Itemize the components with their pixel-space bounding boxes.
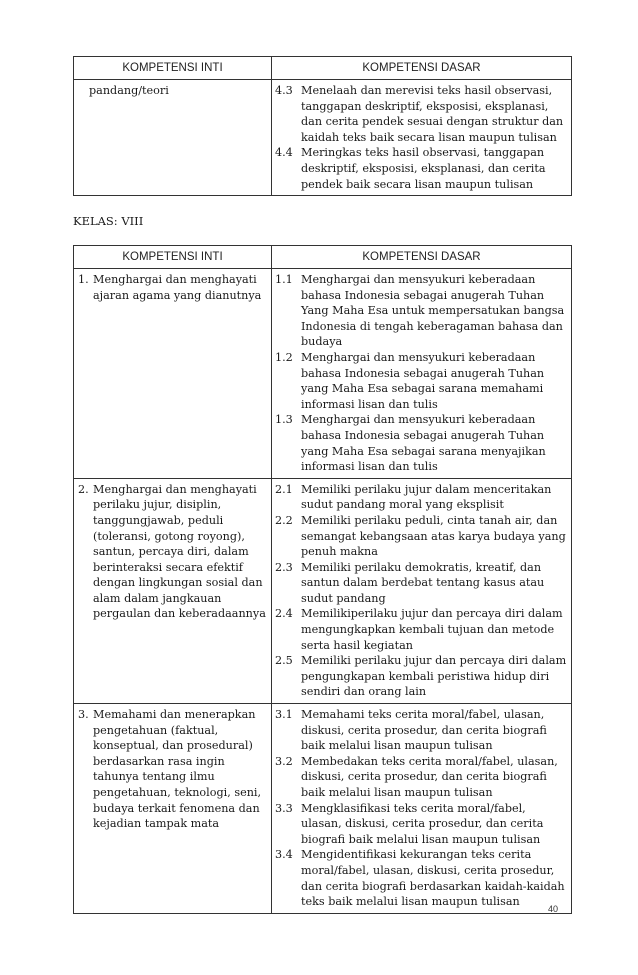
kd-item bbox=[275, 482, 567, 513]
kd-text: Memahami teks cerita moral/fabel, ulasan, diskusi, cerita prosedur, dan cerita biografi baik melalui lisan maupun tulisan bbox=[301, 708, 547, 753]
kd-item bbox=[275, 350, 567, 412]
kd-item bbox=[275, 272, 567, 350]
kd-item bbox=[275, 412, 567, 474]
header-kompetensi-dasar: KOMPETENSI DASAR bbox=[272, 246, 572, 269]
kd-item bbox=[275, 754, 567, 801]
class-label: KELAS: VIII bbox=[73, 214, 144, 228]
kd-number: 1.2 bbox=[275, 350, 293, 364]
kd-text: Memilikiperilaku jujur dan percaya diri dalam mengungkapkan kembali tujuan dan metode serta hasil kegiatan bbox=[301, 607, 563, 652]
kd-number: 2.5 bbox=[275, 654, 293, 668]
kd-text: Menelaah dan merevisi teks hasil observasi, tanggapan deskriptif, eksposisi, eksplanasi, dan cerita pendek sesuai dengan struktur dan kaidah teks baik secara lisan maupun tulisan bbox=[301, 84, 564, 144]
kd-cell bbox=[272, 704, 572, 914]
kd-number: 4.4 bbox=[275, 146, 293, 160]
ki-number: 2. bbox=[78, 482, 89, 496]
kd-item bbox=[275, 560, 567, 607]
table-row bbox=[74, 80, 572, 196]
kd-text: Memiliki perilaku jujur dalam menceritakan sudut pandang moral yang eksplisit bbox=[301, 482, 552, 512]
ki-text: pandang/teori bbox=[89, 84, 169, 97]
kd-number: 1.1 bbox=[275, 273, 293, 286]
kd-text: Memiliki perilaku demokratis, kreatif, dan santun dalam berdebat tentang kasus atau sudut pandang bbox=[301, 560, 545, 605]
ki-cell bbox=[74, 80, 272, 196]
ki-cell bbox=[74, 478, 272, 703]
kd-cell bbox=[272, 80, 572, 196]
kd-cell bbox=[272, 269, 572, 479]
kd-text: Menghargai dan mensyukuri keberadaan bahasa Indonesia sebagai anugerah Tuhan yang Maha Esa sebagai sarana menyajikan informasi lisan dan tulis bbox=[301, 413, 546, 474]
table-row bbox=[74, 478, 572, 703]
ki-number: 3. bbox=[78, 708, 89, 722]
kd-number: 1.3 bbox=[275, 413, 293, 427]
header-kompetensi-inti: KOMPETENSI INTI bbox=[74, 246, 272, 269]
kd-text: Menghargai dan mensyukuri keberadaan bahasa Indonesia sebagai anugerah Tuhan Yang Maha Esa untuk mempersatukan bangsa Indonesia di tengah keberagaman bahasa dan budaya bbox=[301, 273, 565, 349]
kd-item bbox=[275, 847, 567, 909]
kd-text: Membedakan teks cerita moral/fabel, ulasan, diskusi, cerita prosedur, dan cerita biografi baik melalui lisan maupun tulisan bbox=[301, 754, 558, 799]
kd-text: Memiliki perilaku jujur dan percaya diri dalam pengungkapan kembali peristiwa hidup diri sendiri dan orang lain bbox=[301, 654, 567, 699]
page-number: 40 bbox=[548, 904, 559, 914]
kd-item bbox=[275, 707, 567, 754]
table-header-row bbox=[74, 57, 572, 80]
kd-text: Menghargai dan mensyukuri keberadaan bahasa Indonesia sebagai anugerah Tuhan yang Maha Esa sebagai sarana memahami informasi lisan dan tulis bbox=[301, 350, 545, 411]
ki-text: Menghargai dan menghayati perilaku jujur, disiplin, tanggungjawab, peduli (toleransi, gotong royong), santun, percaya diri, dalam berinteraksi secara efektif dengan lingkungan sosial dan alam dalam jangkauan pergaulan dan keberadaannya bbox=[93, 482, 266, 621]
kd-text: Mengidentifikasi kekurangan teks cerita moral/fabel, ulasan, diskusi, cerita prosedur, dan cerita biografi berdasarkan kaidah-kaidah teks baik melalui lisan maupun tulisan bbox=[301, 848, 565, 909]
kd-number: 3.1 bbox=[275, 708, 293, 722]
kd-item bbox=[275, 83, 567, 145]
kd-text: Mengklasifikasi teks cerita moral/fabel, ulasan, diskusi, cerita prosedur, dan cerita biografi baik melalui lisan maupun tulisan bbox=[301, 801, 544, 846]
kd-number: 2.4 bbox=[275, 607, 293, 621]
competency-table-kelas-viii bbox=[73, 245, 572, 914]
ki-text: Memahami dan menerapkan pengetahuan (faktual, konseptual, dan prosedural) berdasarkan rasa ingin tahunya tentang ilmu pengetahuan, teknologi, seni, budaya terkait fenomena dan kejadian tampak mata bbox=[93, 708, 262, 831]
table-row bbox=[74, 704, 572, 914]
kd-number: 2.3 bbox=[275, 560, 293, 574]
ki-cell bbox=[74, 269, 272, 479]
competency-table-continued bbox=[73, 56, 572, 196]
ki-number: 1. bbox=[78, 273, 89, 286]
ki-item bbox=[78, 707, 268, 832]
kd-text: Meringkas teks hasil observasi, tanggapan deskriptif, eksposisi, eksplanasi, dan cerita pendek baik secara lisan maupun tulisan bbox=[301, 146, 546, 191]
kd-item bbox=[275, 145, 567, 192]
ki-text: Menghargai dan menghayati ajaran agama yang dianutnya bbox=[93, 273, 262, 302]
kd-item bbox=[275, 606, 567, 653]
kd-item bbox=[275, 801, 567, 848]
ki-item bbox=[78, 482, 268, 622]
kd-text: Memiliki perilaku peduli, cinta tanah air, dan semangat kebangsaan atas karya budaya yang penuh makna bbox=[301, 513, 566, 559]
kd-cell bbox=[272, 478, 572, 703]
kd-number: 3.2 bbox=[275, 754, 293, 768]
table-header-row bbox=[74, 246, 572, 269]
kd-number: 3.3 bbox=[275, 801, 293, 815]
ki-item bbox=[78, 272, 268, 303]
ki-cell bbox=[74, 704, 272, 914]
table-row bbox=[74, 269, 572, 479]
header-kompetensi-dasar: KOMPETENSI DASAR bbox=[272, 57, 572, 80]
kd-item bbox=[275, 653, 567, 700]
kd-number: 2.1 bbox=[275, 482, 293, 496]
kd-number: 4.3 bbox=[275, 84, 293, 97]
kd-number: 2.2 bbox=[275, 513, 293, 527]
kd-number: 3.4 bbox=[275, 848, 293, 862]
kd-item bbox=[275, 513, 567, 560]
header-kompetensi-inti: KOMPETENSI INTI bbox=[74, 57, 272, 80]
